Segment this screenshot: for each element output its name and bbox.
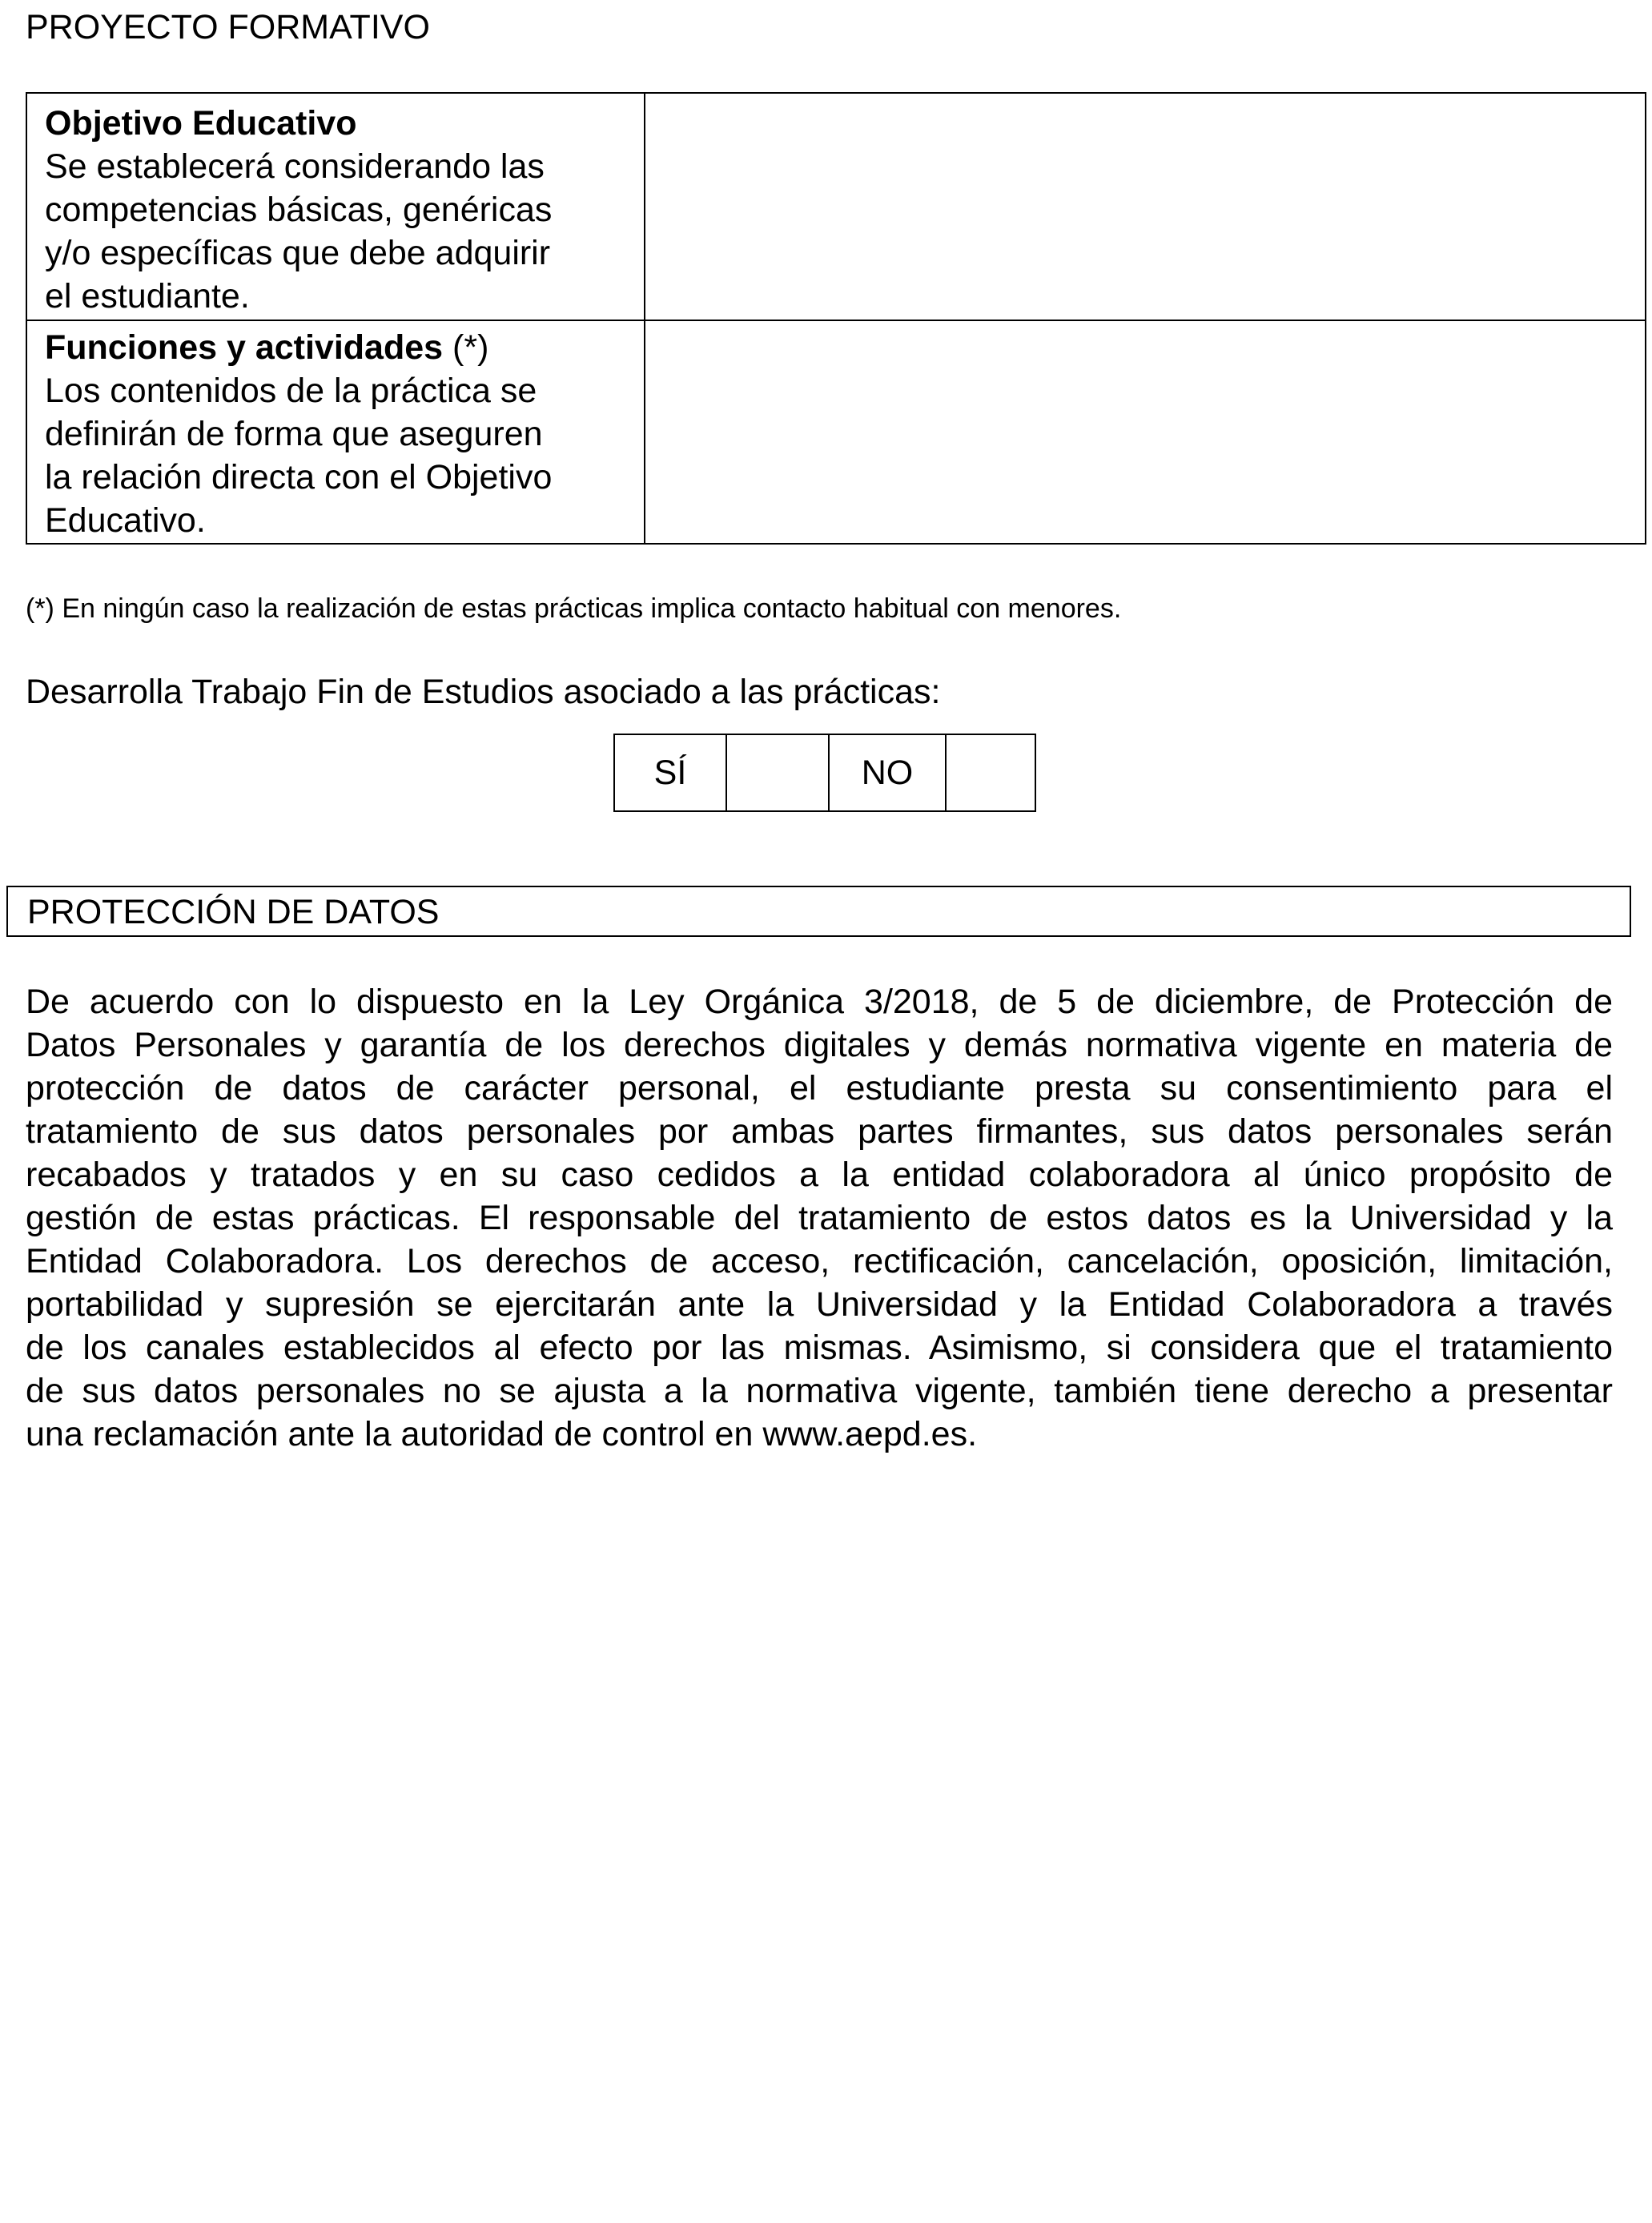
paragraph-line: protección de datos de carácter personal, el estudiante presta su consentimiento para el bbox=[26, 1069, 1613, 1107]
paragraph-line: recabados y tratados y en su caso cedidos a la entidad colaboradora al único propósito de bbox=[26, 1156, 1613, 1194]
proteccion-datos-paragraph bbox=[26, 980, 1613, 1456]
funciones-actividades-title: Funciones y actividades bbox=[45, 328, 444, 367]
proteccion-datos-header-box bbox=[6, 886, 1631, 937]
paragraph-line: Datos Personales y garantía de los derechos digitales y demás normativa vigente en materia de bbox=[26, 1026, 1613, 1064]
objetivo-educativo-label-cell bbox=[45, 102, 629, 318]
funciones-actividades-desc-line: la relación directa con el Objetivo bbox=[45, 458, 553, 496]
funciones-actividades-label-cell bbox=[45, 326, 629, 542]
funciones-actividades-desc-line: definirán de forma que aseguren bbox=[45, 415, 543, 453]
section-title-proyecto-formativo: PROYECTO FORMATIVO bbox=[26, 8, 430, 46]
funciones-actividades-desc-line: Los contenidos de la práctica se bbox=[45, 372, 537, 410]
paragraph-line: Entidad Colaboradora. Los derechos de acceso, rectificación, cancelación, oposición, limitación, bbox=[26, 1242, 1613, 1280]
section-title-proteccion-datos: PROTECCIÓN DE DATOS bbox=[27, 893, 440, 931]
paragraph-line: una reclamación ante la autoridad de control en www.aepd.es. bbox=[26, 1415, 978, 1453]
si-label: SÍ bbox=[653, 753, 687, 792]
no-label: NO bbox=[861, 753, 914, 792]
objetivo-educativo-desc-line: el estudiante. bbox=[45, 277, 250, 316]
proyecto-formativo-table bbox=[26, 92, 1646, 545]
funciones-actividades-desc-line: Educativo. bbox=[45, 501, 206, 540]
paragraph-line: portabilidad y supresión se ejercitarán ante la Universidad y la Entidad Colaboradora a través bbox=[26, 1285, 1613, 1324]
footnote-menores: (*) En ningún caso la realización de estas prácticas implica contacto habitual con menores. bbox=[26, 593, 1122, 624]
objetivo-educativo-value-cell[interactable] bbox=[645, 94, 1646, 320]
paragraph-line: de los canales establecidos al efecto por las mismas. Asimismo, si considera que el tratamiento bbox=[26, 1329, 1613, 1367]
paragraph-line: de sus datos personales no se ajusta a la normativa vigente, también tiene derecho a presentar bbox=[26, 1372, 1613, 1410]
paragraph-line: De acuerdo con lo dispuesto en la Ley Orgánica 3/2018, de 5 de diciembre, de Protección de bbox=[26, 983, 1613, 1021]
paragraph-line: tratamiento de sus datos personales por ambas partes firmantes, sus datos personales serán bbox=[26, 1112, 1613, 1151]
funciones-actividades-value-cell[interactable] bbox=[645, 321, 1646, 543]
tfe-question: Desarrolla Trabajo Fin de Estudios asociado a las prácticas: bbox=[26, 673, 941, 711]
no-checkbox[interactable] bbox=[947, 735, 1035, 810]
si-checkbox[interactable] bbox=[727, 735, 828, 810]
objetivo-educativo-desc-line: Se establecerá considerando las bbox=[45, 147, 545, 186]
tfe-choice-row bbox=[613, 734, 1036, 812]
objetivo-educativo-title: Objetivo Educativo bbox=[45, 104, 357, 143]
objetivo-educativo-desc-line: competencias básicas, genéricas bbox=[45, 191, 553, 229]
funciones-actividades-asterisk: (*) bbox=[443, 328, 489, 367]
paragraph-line: gestión de estas prácticas. El responsable del tratamiento de estos datos es la Universidad y la bbox=[26, 1199, 1613, 1237]
objetivo-educativo-desc-line: y/o específicas que debe adquirir bbox=[45, 234, 551, 272]
